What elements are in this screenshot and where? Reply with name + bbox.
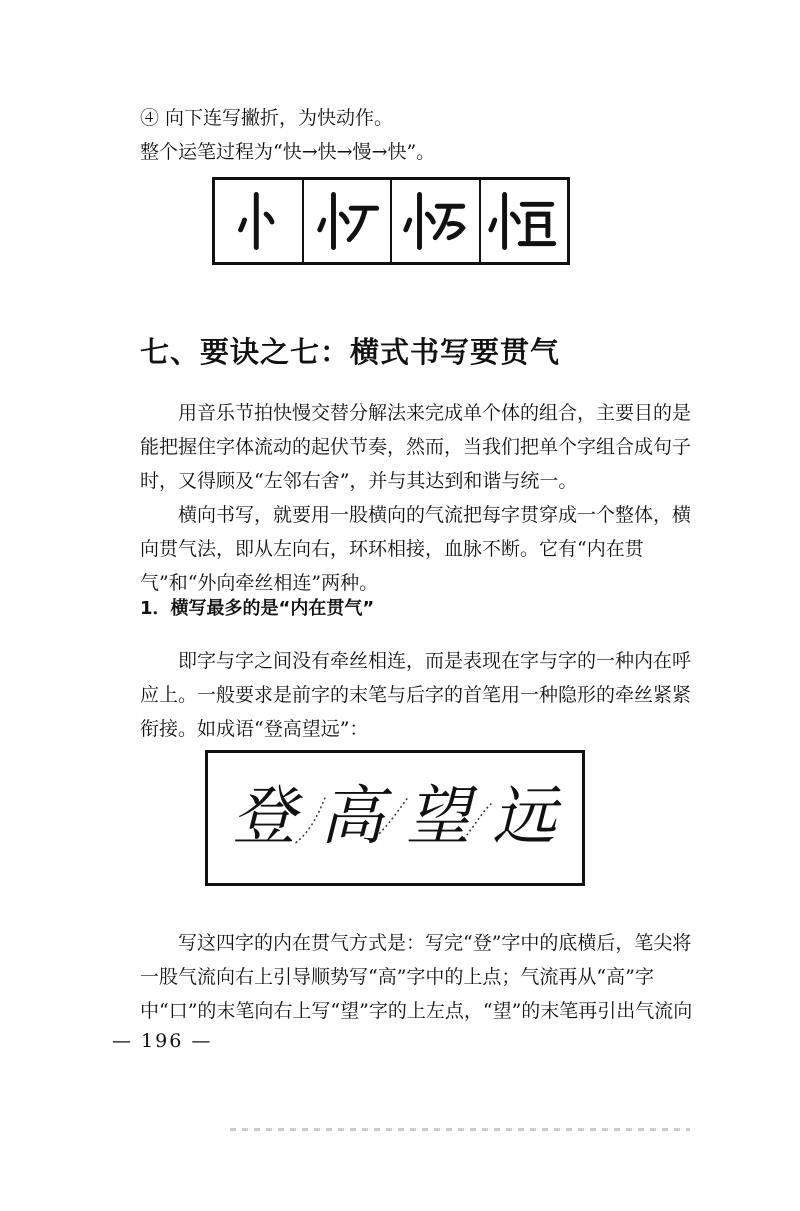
step-summary-text: 整个运笔过程为“快→快→慢→快”。 bbox=[140, 141, 436, 163]
stroke-cell-3-drawing bbox=[392, 180, 479, 262]
section-paragraph-1: 用音乐节拍快慢交替分解法来完成单个体的组合，主要目的是能把握住字体流动的起伏节奏，然而，当我们把单个字组合成句子时，又得顾及“左邻右舍”，并与其达到和谐与统一。 bbox=[140, 402, 692, 492]
calligraphy-char-4: 远 bbox=[492, 780, 556, 854]
stroke-cell-2 bbox=[304, 180, 393, 262]
stroke-cell-4-drawing bbox=[481, 180, 568, 262]
calligraphy-char-3: 望 bbox=[406, 780, 470, 854]
section-paragraph-2: 横向书写，就要用一股横向的气流把每字贯穿成一个整体，横向贯气法，即从左向右，环环相接，血脉不断。它有“内在贯气”和“外向牵丝相连”两种。 bbox=[140, 504, 692, 594]
stroke-cell-1-drawing bbox=[215, 180, 302, 262]
stroke-cell-3 bbox=[392, 180, 481, 262]
subsection-paragraph-1: 即字与字之间没有牵丝相连，而是表现在字与字的一种内在呼应上。一般要求是前字的末笔与后字的首笔用一种隐形的牵丝紧紧衔接。如成语“登高望远”： bbox=[140, 650, 692, 740]
stroke-cell-4 bbox=[481, 180, 568, 262]
stroke-cell-2-drawing bbox=[304, 180, 391, 262]
page-number: — 196 — bbox=[112, 1030, 213, 1052]
calligraphy-example-box bbox=[205, 750, 585, 886]
step-4-text: ④ 向下连写撇折，为快动作。 bbox=[140, 107, 394, 129]
stroke-sequence-box bbox=[212, 177, 570, 265]
subsection-paragraph-2: 写这四字的内在贯气方式是：写完“登”字中的底横后，笔尖将一股气流向右上引导顺势写“高”字中的上点；气流再从“高”字中“口”的末笔向右上写“望”字的上左点，“望”的末笔再引出气流向 bbox=[140, 932, 693, 1022]
footer-scan-line bbox=[230, 1128, 690, 1131]
calligraphy-char-1: 登 bbox=[232, 780, 296, 854]
stroke-cell-1 bbox=[215, 180, 304, 262]
calligraphy-char-2: 高 bbox=[320, 780, 384, 854]
subsection-title: 1．横写最多的是“内在贯气” bbox=[140, 598, 375, 619]
section-title: 七、要诀之七：横式书写要贯气 bbox=[140, 335, 561, 369]
